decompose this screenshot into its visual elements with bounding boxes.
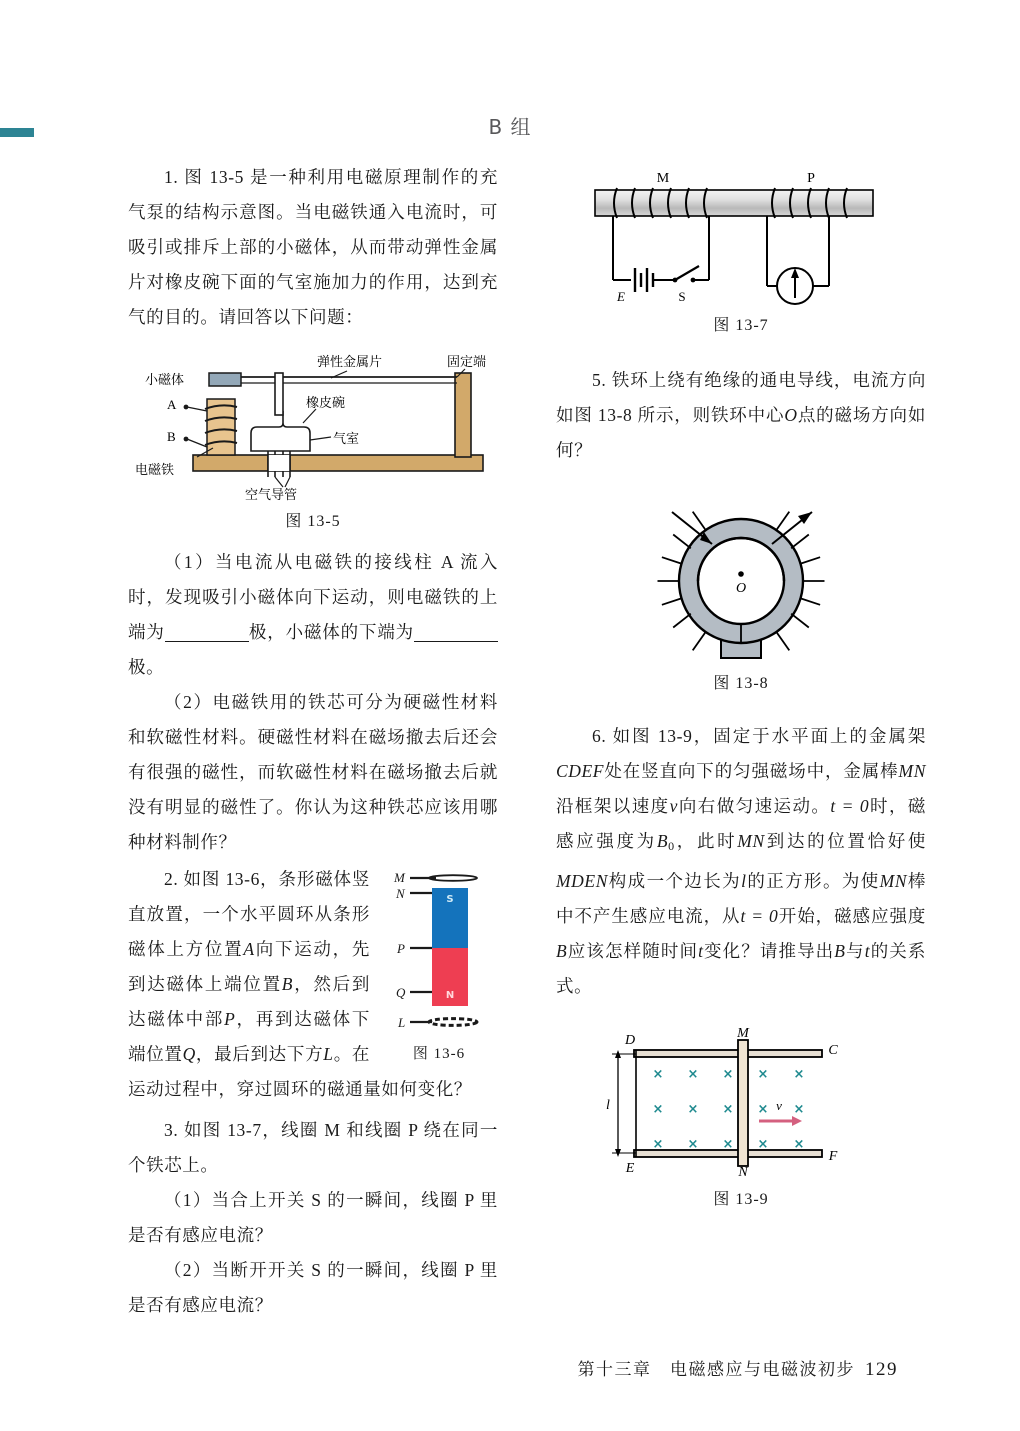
- svg-text:×: ×: [687, 1102, 699, 1117]
- q2-var-p: P: [224, 1009, 236, 1029]
- q6-var-bb: B: [556, 941, 568, 961]
- svg-text:×: ×: [722, 1137, 734, 1152]
- svg-text:×: ×: [757, 1137, 769, 1152]
- q6-var-v: v: [669, 796, 678, 816]
- answer-blank-1: [165, 641, 249, 642]
- figure-13-6: [380, 866, 498, 1063]
- label-rubber-bowl: 橡皮碗: [306, 395, 346, 410]
- q2-text-f: 。在运动过程中，穿过圆环的磁通量如何变化？: [128, 1044, 472, 1099]
- svg-text:P: P: [807, 171, 815, 186]
- page-number: 129: [865, 1359, 898, 1380]
- q6-text-n: 与: [845, 941, 865, 961]
- figure-13-6-caption: 图 13-6: [412, 1046, 466, 1062]
- label-small-magnet: 小磁体: [145, 372, 185, 387]
- label-terminal-b: B: [167, 429, 176, 444]
- q2-text-a: 2. 如图 13-6，条形磁体竖直放置，一个水平圆环从条形磁体上方位置: [128, 869, 370, 959]
- q6-var-cdef: CDEF: [556, 761, 605, 781]
- q2-var-b: B: [281, 974, 294, 994]
- question-1-sub-2: （2）电磁铁用的铁芯可分为硬磁性材料和软磁性材料。硬磁性材料在磁场撤去后还会有很强的磁性，而软磁性材料在磁场撤去后就没有明显的磁性了。你认为这种铁芯应该用哪种材料制作？: [128, 692, 498, 852]
- figure-13-5-drawing: [135, 351, 491, 496]
- q2-text-d: ，再到达磁体下端位置: [128, 1009, 370, 1064]
- svg-text:S: S: [446, 894, 454, 905]
- figure-13-9: [556, 1026, 926, 1209]
- q6-text-e: 时，磁感应强度为: [556, 796, 926, 851]
- question-2-block: [128, 862, 498, 1107]
- svg-text:O: O: [735, 581, 747, 596]
- q6-t0: t = 0: [830, 796, 870, 816]
- page-title: B 组: [488, 115, 532, 139]
- question-1-sub-1: [128, 545, 498, 685]
- figure-13-9-caption: 图 13-9: [713, 1191, 769, 1208]
- svg-text:×: ×: [722, 1067, 734, 1082]
- svg-text:×: ×: [652, 1137, 664, 1152]
- svg-text:×: ×: [757, 1067, 769, 1082]
- q6-var-b0: B: [656, 831, 669, 851]
- q2-var-l: L: [323, 1044, 334, 1064]
- label-air-chamber: 气室: [333, 431, 360, 446]
- svg-text:×: ×: [722, 1102, 734, 1117]
- svg-text:M: M: [656, 171, 670, 186]
- svg-text:L: L: [398, 1015, 406, 1030]
- svg-text:F: F: [828, 1149, 838, 1164]
- svg-text:P: P: [397, 941, 405, 956]
- label-electromagnet: 电磁铁: [135, 462, 175, 477]
- q1-sub1-end: 极。: [128, 657, 165, 677]
- q6-text-h: 构成一个边长为: [607, 871, 742, 891]
- page-footer: [578, 1355, 899, 1381]
- q6-var-l: l: [741, 871, 747, 891]
- left-column: [128, 160, 498, 1323]
- figure-13-7-drawing: [571, 168, 911, 308]
- question-5-text: [556, 363, 926, 468]
- q5-text-a: 5. 铁环上绕有绝缘的通电导线，电流方向如图 13-8 所示，则铁环中心: [556, 370, 926, 425]
- svg-text:×: ×: [687, 1067, 699, 1082]
- q2-var-q: Q: [182, 1044, 196, 1064]
- svg-text:E: E: [617, 289, 625, 304]
- figure-13-5: [128, 351, 498, 531]
- svg-text:×: ×: [687, 1137, 699, 1152]
- q6-text-f: ，此时: [674, 831, 738, 851]
- q2-var-a: A: [243, 939, 255, 959]
- q6-var-b0-sub: 0: [668, 839, 675, 853]
- svg-text:Q: Q: [396, 985, 406, 1000]
- q6-text-c: 沿框架以速度: [556, 796, 670, 816]
- figure-13-7: [556, 168, 926, 335]
- figure-13-9-drawing: [596, 1026, 886, 1176]
- svg-text:S: S: [678, 289, 686, 304]
- q2-text-e: ，最后到达下方: [195, 1044, 324, 1064]
- q1-sub1-mid: 极，小磁体的下端为: [248, 622, 414, 642]
- label-elastic-metal-sheet: 弹性金属片: [317, 354, 383, 369]
- svg-text:N: N: [738, 1165, 748, 1176]
- svg-text:C: C: [828, 1043, 838, 1058]
- figure-13-5-caption: 图 13-5: [285, 513, 341, 530]
- q2-text-c: ，然后到达磁体中部: [128, 974, 370, 1029]
- q6-var-mden: MDEN: [556, 871, 608, 891]
- q6-var-t2: t: [864, 941, 871, 961]
- svg-text:×: ×: [793, 1067, 805, 1082]
- q5-text-b: 点的磁场方向如何？: [556, 405, 926, 460]
- q1-sub1-text: （1）当电流从电磁铁的接线柱 A 流入时，发现吸引小磁体向下运动，则电磁铁的上端为: [128, 552, 498, 642]
- q6-text-i: 的正方形。为使: [746, 871, 880, 891]
- svg-text:N: N: [396, 886, 405, 901]
- footer-chapter-title: 第十三章 电磁感应与电磁波初步: [577, 1360, 855, 1379]
- question-3-sub-2: （2）当断开开关 S 的一瞬间，线圈 P 里是否有感应电流？: [128, 1260, 498, 1315]
- figure-13-7-caption: 图 13-7: [713, 317, 769, 334]
- question-3-sub-1: （1）当合上开关 S 的一瞬间，线圈 P 里是否有感应电流？: [128, 1190, 498, 1245]
- svg-text:×: ×: [793, 1137, 805, 1152]
- q6-text-g: 到达的位置恰好使: [764, 831, 926, 851]
- label-fixed-end: 固定端: [447, 354, 487, 369]
- q6-text-a: 6. 如图 13-9，固定于水平面上的金属架: [592, 726, 926, 746]
- svg-text:×: ×: [652, 1102, 664, 1117]
- q6-var-b2: B: [834, 941, 846, 961]
- svg-text:l: l: [606, 1098, 610, 1113]
- q6-text-l: 应该怎样随时间: [567, 941, 699, 961]
- q6-text-o: 的关系式。: [556, 941, 927, 996]
- q6-var-mn3: MN: [879, 871, 908, 891]
- svg-text:×: ×: [652, 1067, 664, 1082]
- q6-text-b: 处在竖直向下的匀强磁场中，金属棒: [604, 761, 899, 781]
- svg-text:D: D: [624, 1033, 636, 1048]
- label-air-duct: 空气导管: [245, 487, 298, 502]
- q6-text-j: 棒中不产生感应电流，从: [556, 871, 926, 926]
- figure-13-6-drawing: [380, 866, 498, 1036]
- q6-text-d: 向右做匀速运动。: [678, 796, 831, 816]
- figure-13-8-drawing: [616, 486, 866, 668]
- right-column: [556, 160, 926, 1209]
- label-terminal-a: A: [167, 397, 177, 412]
- svg-text:E: E: [625, 1161, 635, 1176]
- question-3-text: 3. 如图 13-7，线圈 M 和线圈 P 绕在同一个铁芯上。: [128, 1120, 498, 1175]
- svg-text:M: M: [737, 1026, 749, 1041]
- figure-13-8-caption: 图 13-8: [713, 675, 769, 692]
- q6-t0b: t = 0: [740, 906, 779, 926]
- q6-var-mn2: MN: [737, 831, 765, 851]
- q5-var-o: O: [784, 405, 798, 425]
- question-6-text: [556, 719, 926, 1004]
- svg-text:M: M: [394, 870, 405, 885]
- answer-blank-2: [414, 641, 498, 642]
- svg-text:×: ×: [793, 1102, 805, 1117]
- svg-text:N: N: [445, 990, 455, 1001]
- figure-13-8: [556, 486, 926, 693]
- q6-text-k: 开始，磁感应强度: [778, 906, 926, 926]
- q6-var-t: t: [698, 941, 704, 961]
- question-1-text: 1. 图 13-5 是一种利用电磁原理制作的充气泵的结构示意图。当电磁铁通入电流时，可吸引或排斥上部的小磁体，从而带动弹性金属片对橡皮碗下面的气室施加力的作用，达到充气的目的。请回答以下问题：: [128, 167, 498, 327]
- q6-var-mn: MN: [898, 761, 926, 781]
- q2-text-b: 向下运动，先到达磁体上端位置: [128, 939, 370, 994]
- svg-text:×: ×: [757, 1102, 769, 1117]
- svg-text:v: v: [776, 1098, 782, 1113]
- q6-text-m: 变化？请推导出: [703, 941, 835, 961]
